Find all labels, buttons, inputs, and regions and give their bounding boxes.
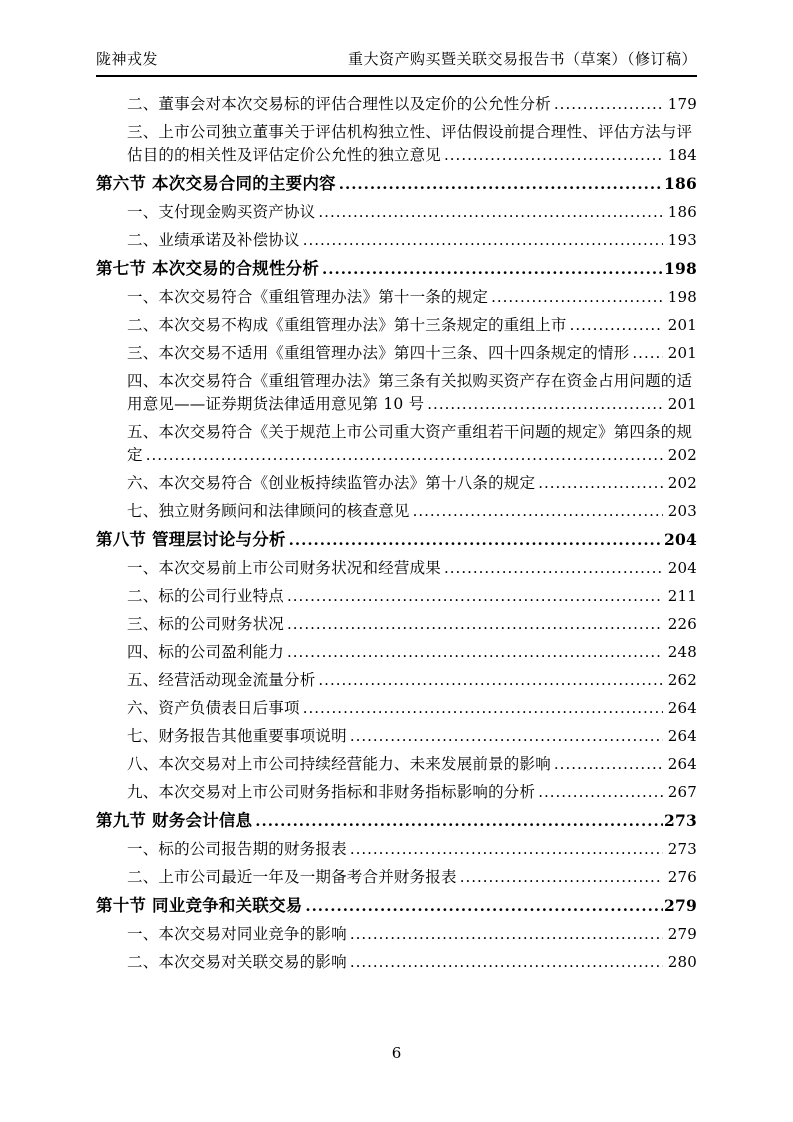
toc-dot-leader xyxy=(318,669,662,692)
toc-dot-leader xyxy=(491,286,663,309)
toc-dot-leader xyxy=(318,201,662,224)
toc-page-number: 202 xyxy=(667,446,697,464)
toc-page-number: 264 xyxy=(667,727,697,745)
toc-entry-text: 八、本次交易对上市公司持续经营能力、未来发展前景的影响 xyxy=(127,755,551,773)
page-footer xyxy=(0,1044,793,1062)
toc-entry-text: 第八节 管理层讨论与分析 xyxy=(96,530,286,549)
toc-entry-text: 一、标的公司报告期的财务报表 xyxy=(127,840,347,858)
toc-page-number: 203 xyxy=(667,502,697,520)
toc-entry[interactable] xyxy=(96,229,697,252)
toc-dot-leader xyxy=(339,173,663,196)
toc-entry[interactable] xyxy=(96,201,697,224)
toc-entry-text: 一、本次交易对同业竞争的影响 xyxy=(127,925,347,943)
toc-entry[interactable] xyxy=(96,753,697,776)
toc-page-number: 211 xyxy=(667,587,697,605)
toc-dot-leader xyxy=(632,342,662,365)
toc-dot-leader xyxy=(287,585,663,608)
toc-dot-leader xyxy=(570,314,663,337)
toc-entry-text: 七、财务报告其他重要事项说明 xyxy=(127,727,347,745)
toc-entry-text-wrap: 四、本次交易符合《重组管理办法》第三条有关拟购买资产存在资金占用问题的适 xyxy=(127,372,693,390)
toc-entry[interactable] xyxy=(96,613,697,636)
toc-page-number: 198 xyxy=(667,288,697,306)
toc-dot-leader xyxy=(289,529,663,552)
toc-entry-text: 三、本次交易不适用《重组管理办法》第四十三条、四十四条规定的情形 xyxy=(127,344,630,362)
toc-page-number: 201 xyxy=(667,395,697,413)
toc-dot-leader xyxy=(146,444,663,467)
toc-entry-text: 估目的的相关性及评估定价公允性的独立意见 xyxy=(127,146,442,164)
toc-page-number: 273 xyxy=(667,840,697,858)
toc-entry-text: 定 xyxy=(127,446,143,464)
toc-entry-text: 三、标的公司财务状况 xyxy=(127,615,285,633)
toc-entry[interactable] xyxy=(96,669,697,692)
toc-entry[interactable] xyxy=(96,528,697,552)
toc-dot-leader xyxy=(303,229,663,252)
toc-entry-text: 一、支付现金购买资产协议 xyxy=(127,203,316,221)
toc-entry[interactable] xyxy=(96,500,697,523)
toc-entry-text: 一、本次交易前上市公司财务状况和经营成果 xyxy=(127,559,442,577)
toc-page-number: 201 xyxy=(667,316,697,334)
toc-page-number: 262 xyxy=(667,671,697,689)
toc-entry[interactable] xyxy=(96,472,697,495)
toc-dot-leader xyxy=(460,866,663,889)
toc-dot-leader xyxy=(427,393,662,416)
toc-entry-text-wrap: 五、本次交易符合《关于规范上市公司重大资产重组若干问题的规定》第四条的规 xyxy=(127,423,693,441)
toc-entry-text: 二、本次交易不构成《重组管理办法》第十三条规定的重组上市 xyxy=(127,316,567,334)
toc-dot-leader xyxy=(303,697,663,720)
toc-page-number: 202 xyxy=(667,474,697,492)
toc-page-number: 204 xyxy=(667,559,697,577)
toc-entry[interactable] xyxy=(96,370,697,416)
toc-dot-leader xyxy=(554,753,663,776)
table-of-contents xyxy=(96,93,697,974)
toc-entry-text: 二、董事会对本次交易标的评估合理性以及定价的公允性分析 xyxy=(127,95,551,113)
toc-page-number: 193 xyxy=(667,231,697,249)
toc-dot-leader xyxy=(255,810,663,833)
toc-entry[interactable] xyxy=(96,342,697,365)
toc-entry-text: 一、本次交易符合《重组管理办法》第十一条的规定 xyxy=(127,288,489,306)
toc-page-number: 198 xyxy=(664,259,697,278)
toc-entry-text-wrap: 三、上市公司独立董事关于评估机构独立性、评估假设前提合理性、评估方法与评 xyxy=(127,123,693,141)
toc-entry[interactable] xyxy=(96,641,697,664)
page-number: 6 xyxy=(391,1044,402,1062)
toc-page-number: 264 xyxy=(667,755,697,773)
toc-entry[interactable] xyxy=(96,585,697,608)
toc-entry[interactable] xyxy=(96,697,697,720)
toc-entry[interactable] xyxy=(96,923,697,946)
toc-page-number: 267 xyxy=(667,783,697,801)
toc-entry-text: 九、本次交易对上市公司财务指标和非财务指标影响的分析 xyxy=(127,783,536,801)
toc-dot-leader xyxy=(554,93,663,116)
toc-entry-text: 二、业绩承诺及补偿协议 xyxy=(127,231,300,249)
toc-entry[interactable] xyxy=(96,172,697,196)
toc-entry[interactable] xyxy=(96,314,697,337)
toc-dot-leader xyxy=(538,781,663,804)
toc-page-number: 179 xyxy=(667,95,697,113)
toc-entry-text: 第九节 财务会计信息 xyxy=(96,811,253,830)
toc-entry-text: 二、标的公司行业特点 xyxy=(127,587,285,605)
toc-entry-text: 七、独立财务顾问和法律顾问的核查意见 xyxy=(127,502,410,520)
toc-dot-leader xyxy=(322,258,663,281)
toc-page-number: 280 xyxy=(667,953,697,971)
toc-entry[interactable] xyxy=(96,121,697,167)
toc-page-number: 186 xyxy=(667,203,697,221)
toc-dot-leader xyxy=(413,500,663,523)
toc-entry[interactable] xyxy=(96,866,697,889)
toc-entry[interactable] xyxy=(96,809,697,833)
toc-dot-leader xyxy=(350,725,663,748)
toc-page-number: 279 xyxy=(664,896,697,915)
toc-entry[interactable] xyxy=(96,286,697,309)
toc-entry-text: 四、标的公司盈利能力 xyxy=(127,643,285,661)
toc-entry[interactable] xyxy=(96,421,697,467)
toc-page-number: 279 xyxy=(667,925,697,943)
toc-page-number: 248 xyxy=(667,643,697,661)
toc-dot-leader xyxy=(287,613,663,636)
header-left-title: 陇神戎发 xyxy=(96,50,159,68)
toc-dot-leader xyxy=(350,923,663,946)
toc-entry[interactable] xyxy=(96,781,697,804)
toc-dot-leader xyxy=(444,557,663,580)
toc-dot-leader xyxy=(444,144,663,167)
toc-entry[interactable] xyxy=(96,93,697,116)
toc-page-number: 184 xyxy=(667,146,697,164)
toc-entry-text: 第十节 同业竞争和关联交易 xyxy=(96,896,303,915)
page-header xyxy=(96,48,697,77)
toc-entry[interactable] xyxy=(96,894,697,918)
toc-page-number: 186 xyxy=(664,174,697,193)
toc-page-number: 226 xyxy=(667,615,697,633)
toc-entry[interactable] xyxy=(96,725,697,748)
toc-page-number: 273 xyxy=(664,811,697,830)
toc-dot-leader xyxy=(350,951,663,974)
toc-entry-text: 二、本次交易对关联交易的影响 xyxy=(127,953,347,971)
toc-entry-text: 五、经营活动现金流量分析 xyxy=(127,671,316,689)
toc-entry[interactable] xyxy=(96,838,697,861)
toc-page-number: 204 xyxy=(664,530,697,549)
toc-page-number: 264 xyxy=(667,699,697,717)
toc-dot-leader xyxy=(538,472,663,495)
toc-dot-leader xyxy=(287,641,663,664)
toc-entry[interactable] xyxy=(96,257,697,281)
toc-dot-leader xyxy=(350,838,663,861)
toc-entry-text: 六、本次交易符合《创业板持续监管办法》第十八条的规定 xyxy=(127,474,536,492)
toc-dot-leader xyxy=(305,895,663,918)
toc-entry[interactable] xyxy=(96,557,697,580)
toc-page-number: 201 xyxy=(667,344,697,362)
toc-entry[interactable] xyxy=(96,951,697,974)
toc-entry-text: 第六节 本次交易合同的主要内容 xyxy=(96,174,336,193)
toc-entry-text: 二、上市公司最近一年及一期备考合并财务报表 xyxy=(127,868,457,886)
toc-entry-text: 六、资产负债表日后事项 xyxy=(127,699,300,717)
toc-entry-text: 第七节 本次交易的合规性分析 xyxy=(96,259,320,278)
toc-page-number: 276 xyxy=(667,868,697,886)
toc-entry-text: 用意见——证券期货法律适用意见第 10 号 xyxy=(127,395,425,413)
header-right-title: 重大资产购买暨关联交易报告书（草案）（修订稿） xyxy=(347,50,697,68)
